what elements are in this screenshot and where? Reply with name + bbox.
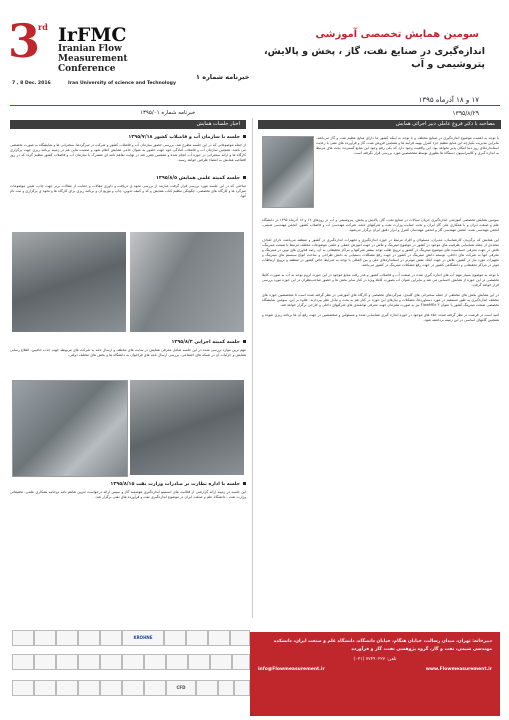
conference-line: Conference: [58, 64, 116, 74]
issue-date: ۱۳۹۵/۸/۲۹: [452, 110, 479, 117]
interview-paragraph: با توجه به اهمیت موضوع اندازه‌گیری در صنایع مختلف و با توجه به اینکه کشور ما دارای منابع عظیم نفت و گاز می‌باشد، بنابراین مدیریت یکپارچه این منابع عظیم جزء کنترل بهینه فرآیند ها و همچنین فروش نفت، گاز و فرآورده های نفتی با رعایت استانداردهای روز دنیا امکان پذیر نخواهد بود. این واقعیت وجود دارد که یکی رقم وجود این منابع گسترده، بحث های مرتبط به اندازه گیری و کالیبراسیون دستگاه ها بطوری توسط متخصصین مورد بررسی قرار نگرفته است.: [316, 136, 499, 155]
left-column: [10, 120, 246, 129]
newsletter-label: خبرنامه شماره ۱: [196, 73, 250, 81]
sponsor-logo: [34, 680, 56, 696]
section-title-text: جلسه با سازمان آب و فاضلاب کشور ۱۳۹۵/۷/۱۸: [128, 135, 240, 140]
sponsor-logo: [164, 630, 186, 646]
interview-paragraph: این همایش که برگزیدن کارشناسان، مدیران، مسئولان و افراد مرتبط در حوزه اندازه‌گیری و تجهیزات اندازه‌گیری در کشور و منطقه می‌باشد، دارای اهداف متعددی از جمله شناسایی ظرفیت های موجود در کشور در موضوع میترینگ و تلاش در جهت آموزش عمقی و علمی موضوعات مختلف مرتبط با صنعت میترینگ، تلاش در جهت معرفی حساسیت های موضوع میترینگ در کشور و ترویج طلب توجه بیشتر شرکتها و مراکز تحقیقاتی به آن، رصد فناوری های نوین در میترینگ و معرفی آنها به شرکت های داخلی، توسعه دانش میترینگ در کشور در جهت رفع مشکلات دستیابی به دانش طراحی و ساخت انواع سیستم های میترینگ و تجهیزات مورد نیاز در کشور، تلاش در جهت ایجاد نقش موثرتر در استانداردهای ملی و بین المللی با توجه به شرایط خاص کشور در منطقه و ترویج ارتباطات موثر در مراکز تحقیقاتی و دانشگاهی کشور در جهت رفع مشکلات میترینگ در کشور می‌باشد.: [262, 238, 499, 267]
contact-links: [258, 666, 492, 674]
bullet-icon: [243, 176, 246, 179]
section-title: [10, 482, 246, 487]
sponsor-logo: [144, 654, 166, 670]
secretariat-address: دبیرخانه: تهران، میدان رسالت، خیابان هنگام، خیابان دانشگاه، دانشگاه علم و صنعت ایران، دانشکده مهندسی شیمی، نفت و گاز، گروه پژوهشی نفت، گاز و فرآورده: [273, 639, 492, 652]
sponsor-logo: [56, 630, 78, 646]
sponsor-logo: [230, 630, 250, 646]
conference-line: Iranian Flow: [58, 44, 122, 54]
section-text: از جمله موضوعاتی که در این جلسه مطرح شد، بررسی حضور سازمان آب و فاضلاب کشور و شرکت در میزگردها، سخنرانی ها و نمایشگاه به صورت تخصصی می باشد. همچنین سازمان آب و فاضلاب آمادگی خود جهت حضور به عنوان حامی همایش اعلام نمود و صحبت هایی هم در زمینه برنامه ریزی جهت برگزاری کارگاه ها و ارائه سخنرانی در حوزه آب انجام شده و همچنین مقرر شد در نهایت تفاهم نامه ای مشترک با سازمان آب و فاضلاب کشور تنظیم گردد که در روز افتتاحیه همایش به امضاء طرفین خواهد رسید.: [10, 143, 246, 162]
news-section-2: [10, 176, 246, 199]
email-link[interactable]: info@Flowmeasurement.ir: [258, 667, 325, 672]
section-text: مهم ترین موارد بررسی شده در این جلسه شامل معرفی همایش در سایت های مختلف و ارسال نامه به شرکت های مربوطه جهت جذب حامیین، اطلاع رسانی همایش و جزئیات آن در شبکه های اجتماعی، بررسی ارسال نامه های فراخوان به دانشگاه ها و بخش های مختلف دولتی.: [10, 348, 246, 357]
sponsor-logo: [208, 630, 230, 646]
interview-paragraph: امید است در فرصت در نظر گرفته شده، خلاء های موجود در حوزه اندازه گیری شناسایی شده و مسئولین و متخصصین در جهت رفع آن ها برنامه ریزی نموده و همچنین گامهای اساسی در این زمینه برداشته شود.: [262, 313, 499, 322]
news-section-3: [10, 340, 246, 358]
meeting-photo-3: [12, 380, 128, 477]
bullet-icon: [243, 482, 246, 485]
interview-paragraph: با توجه به موضوع بسیار مهم آب های اندازه گیری شده در صنعت آب و فاضلاب کشور و هدر رفت منابع موجود در این حوزه، لزوم توجه به آب به صورت کاملا تخصصی در این حوزه از همایش احساس می شد و بنابراین عنوان آب بصورت کاملا ویژه در کنار سایر بخش ها و حضور صاحب‌نظران در این حوزه مورد بررسی قرار خواهد گرفت.: [262, 273, 499, 287]
interview-heading: مصاحبه با دکتر فروغ عاملی دبیر اجرائی همایش: [258, 120, 501, 129]
sponsor-logo: [78, 630, 100, 646]
sponsor-logo: [12, 654, 34, 670]
sponsor-logo: [232, 654, 250, 670]
sponsor-logo: [196, 680, 218, 696]
header-divider: [10, 105, 500, 106]
sponsor-logo: [34, 654, 56, 670]
conference-name: [58, 44, 128, 74]
section-title-text: جلسه کمیته علمی همایش ۱۳۹۵/۸/۵: [155, 176, 240, 181]
contact-box: [250, 632, 500, 716]
section-title: [10, 340, 246, 345]
meeting-photo-1: [12, 232, 126, 332]
sponsor-logo: [100, 654, 122, 670]
sponsor-logo: [186, 630, 208, 646]
meeting-photo-2: [130, 232, 244, 332]
section-title: [10, 135, 246, 140]
interview-paragraph: در این همایش بخش های مختلفی از جمله سخنرانی های کلیدی، میزگردهای تخصصی و کارگاه های آموزشی در نظر گرفته شده است تا متخصصین حوزه های مختلف اندازه‌گیری به طور مستقیم در مورد دستاوردها، مشکلات و نیازهای این حوزه در کنار هم به بحث و تبادل نظر بپردازند. علاوه بر این، سومین نمایشگاه تخصصی صنعت میترینگ کشور با عنوان FlowMEx ۳ نیز به صورت همزمان جهت معرفی توانمندی های شرکتهای داخلی و خارجی برگزار خواهد شد.: [262, 293, 499, 307]
edition-superscript: rd: [38, 22, 48, 32]
sponsor-logo: [234, 680, 250, 696]
sponsor-logo: [144, 680, 166, 696]
news-section-4: [10, 482, 246, 500]
edition-number: 3: [8, 14, 41, 68]
sponsor-logo: [122, 654, 144, 670]
interview-paragraph: سومین همایش تخصصی آموزشی اندازه‌گیری جریان سیالات در صنایع نفت، گاز، پالایش و پخش، پتروشیمی و آب در روزهای ۱۷ و ۱۸ آذرماه ۱۳۹۵ در دانشگاه علم و صنعت ایران و با همکاری ملی گاز ایران و تحت حمایت وزارت نفت و شرکتهای تابعه، شرکت مهندسی آب و فاضلاب کشور، انجمن مهندسی شیمی، انجمن مهندسی نفت، انجمن مهندسی گاز و انجمن مهندسان کنترل و ابزار دقیق ایران برگزار می‌شود.: [262, 218, 499, 232]
phone-number: تلفن: ۷۷۴۹۰۲۲۷ (۰۲۱): [353, 657, 397, 662]
sponsor-logo: [78, 654, 100, 670]
issue-label: خبرنامه شماره ۱۳۹۵/۰۱: [140, 110, 196, 116]
sponsor-logo: [100, 630, 122, 646]
sponsor-logos: [10, 612, 250, 716]
section-title: [10, 176, 246, 181]
bullet-icon: [243, 340, 246, 343]
interview-intro: [316, 136, 499, 156]
sponsor-logo: [100, 680, 122, 696]
event-date: 7 , 8 Dec. 2016: [12, 81, 51, 86]
column-separator: [252, 118, 253, 618]
sponsor-logo: [210, 654, 232, 670]
sponsor-logo: [56, 654, 78, 670]
bullet-icon: [243, 135, 246, 138]
right-column: [258, 120, 501, 129]
krohne-logo: KROHNE: [122, 630, 164, 646]
sponsor-logo: [12, 630, 34, 646]
sponsor-logo: [122, 680, 144, 696]
fa-conference-title: سومین همایش تخصصی آموزشی: [315, 29, 479, 40]
news-heading: اخبار جلسات همایش: [10, 120, 246, 129]
website-link[interactable]: www.Flowmeasurement.ir: [425, 667, 492, 672]
sponsor-logo: [78, 680, 100, 696]
meeting-photo-4: [130, 380, 244, 475]
sponsor-logo: [166, 654, 188, 670]
news-section-1: [10, 135, 246, 163]
section-title-text: جلسه کمیته اجرایی ۱۳۹۵/۸/۳: [171, 340, 240, 345]
conference-dates: ۱۷ و ۱۸ آذرماه ۱۳۹۵: [418, 96, 479, 104]
interview-photo: [262, 136, 314, 208]
sponsor-logo: [12, 680, 34, 696]
sponsor-logo: [34, 630, 56, 646]
cfd-logo: CFD: [166, 680, 196, 696]
brand-title: IrFMC: [58, 24, 127, 46]
conference-line: Measurement: [58, 54, 128, 64]
section-title-text: جلسه با اداره نظارت بر صادرات وزارت نفت ۱۳۹۵/۸/۱۵: [110, 482, 240, 487]
fa-main-title: اندازه‌گیری در صنایع نفت، گاز ، پخش و پالایش، پتروشیمی و آب: [264, 46, 485, 70]
university-name: Iran University of science and Technology: [68, 81, 176, 86]
sponsor-logo: [218, 680, 234, 696]
page-number: 2: [250, 712, 254, 718]
interview-body: [262, 218, 499, 323]
section-text: مباحثی که در این جلسه مورد بررسی قرار گرفت عبارتند از بررسی نحوه ی دریافت و داوری مقالات و حمایت از مقالات برتر جهت چاپ، تعیین موضوعات میزگرد ها و کارگاه های تخصصی، چگونگی تنظیم کتاب همایش و کد و کنیف تدوین، چاپ و توزیع آن و برنامه ریزی برای کارگاه ها و نحوه ی برگزاری و ثبت نام آنها.: [10, 184, 246, 198]
sponsor-logo: [56, 680, 78, 696]
section-text: این جلسه در زمینه ارائه گزارشی از فعالیت های انستیتو اندازه‌گیری هوشمند گاز و سپس ارائه درخواست تدوین تفاهم نامه دوجانبه همکاری علمی- تحقیقاتی وزارت نفت - دانشگاه علم و صنعت ایران در موضوع اندازه‌گیری نفت و فرآورده های نفتی برگزار شد.: [10, 490, 246, 499]
sponsor-logo: [188, 654, 210, 670]
